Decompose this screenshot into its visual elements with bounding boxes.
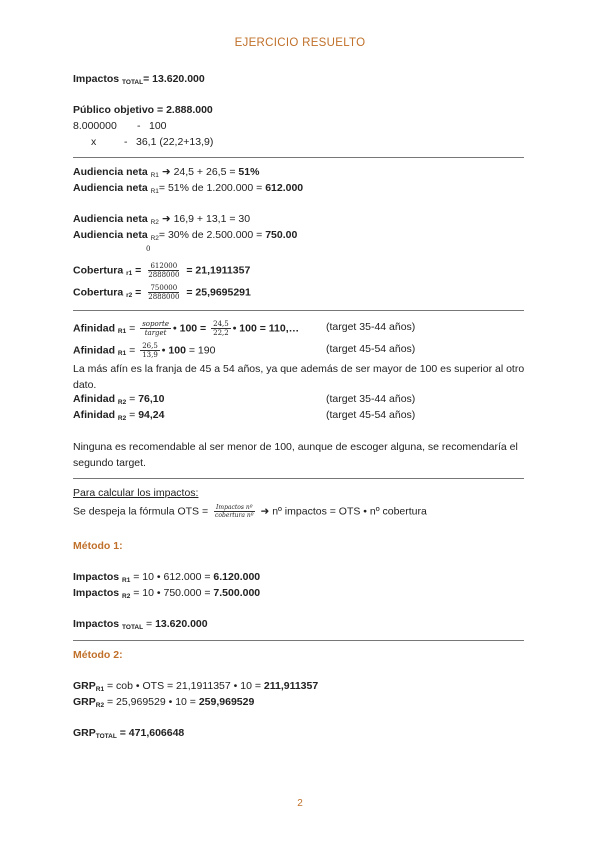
fraction-numerator: soporte bbox=[142, 320, 170, 328]
metodo1-r2-line bbox=[73, 586, 260, 602]
impactos-label: Impactos bbox=[73, 587, 120, 599]
afinidad-value: 94,24 bbox=[138, 409, 165, 421]
page-title: EJERCICIO RESUELTO bbox=[234, 37, 366, 49]
audiencia-label: Audiencia neta bbox=[73, 213, 148, 225]
impactos-sub: R2 bbox=[122, 593, 131, 600]
audiencia-r2-line1 bbox=[73, 212, 250, 228]
divider bbox=[73, 310, 524, 311]
cobertura-fraction bbox=[146, 262, 181, 279]
impactos-expr: = 10 • 612.000 = bbox=[130, 571, 214, 583]
impactos-label: Impactos bbox=[73, 618, 120, 630]
calculo-text-a: Se despeja la fórmula OTS = bbox=[73, 505, 212, 518]
afinidad-sub: R2 bbox=[117, 399, 127, 406]
afinidad-fraction bbox=[140, 320, 171, 337]
afinidad-result: 110,… bbox=[268, 322, 300, 335]
publico-label: Público objetivo = bbox=[73, 104, 167, 116]
calculo-heading: Para calcular los impactos: bbox=[73, 487, 199, 499]
publico-l2b: - bbox=[124, 136, 128, 148]
audiencia-expr: 24,5 + 26,5 = bbox=[173, 166, 239, 178]
afinidad-r2b-line: Afinidad R2 = 94,24 bbox=[73, 409, 165, 422]
arrow-icon: ➜ bbox=[161, 166, 171, 178]
arrow-icon: ➜ bbox=[161, 213, 171, 225]
publico-l2c: 36,1 (22,2+13,9) bbox=[136, 136, 214, 148]
afinidad-sub: R1 bbox=[117, 350, 127, 358]
impactos-total-top-line bbox=[73, 72, 205, 88]
afinidad-r2a-line: Afinidad R2 = 76,10 bbox=[73, 393, 165, 406]
metodo2-r1-line bbox=[73, 679, 318, 695]
publico-rule-line1 bbox=[73, 119, 167, 133]
afinidad-paragraph: La más afín es la franja de 45 a 54 años, ya que además de ser mayor de 100 es superior al otro dato. bbox=[73, 363, 525, 391]
grp-label: GRP bbox=[73, 727, 96, 739]
afinidad-label: Afinidad bbox=[73, 322, 115, 335]
cobertura-sub: r1 bbox=[126, 270, 133, 278]
afinidad-r1-formula2: Afinidad R1 = $\frac{26,5}{13,9}$ • 100 = 190 bbox=[73, 342, 216, 359]
target-label: (target 35-44 años) bbox=[326, 393, 416, 405]
fraction-numerator: 612000 bbox=[150, 262, 178, 270]
afinidad-sub: R2 bbox=[117, 415, 127, 422]
fraction-denominator: 2888000 bbox=[148, 271, 180, 279]
audiencia-r1-line1 bbox=[73, 165, 259, 181]
conclusion-paragraph: Ninguna es recomendable al ser menor de 100, aunque de escoger alguna, se recomendaría el segundo target. bbox=[73, 441, 518, 469]
impactos-value: 13.620.000 bbox=[155, 618, 208, 630]
target-label: (target 45-54 años) bbox=[326, 343, 416, 355]
metodo2-r2-line bbox=[73, 695, 254, 711]
fraction-numerator: Impactos nº bbox=[216, 504, 253, 511]
impactos-value: 6.120.000 bbox=[213, 571, 261, 583]
grp-value: 471,606648 bbox=[128, 727, 185, 739]
impactos-value: 7.500.000 bbox=[213, 587, 261, 599]
cobertura-r2-line: Cobertura r2 = $\frac{750000}{2888000}$ = 25,9695291 bbox=[73, 284, 251, 301]
audiencia-label: Audiencia neta bbox=[73, 229, 148, 241]
audiencia-sub: R2 bbox=[150, 235, 159, 242]
target-label: (target 45-54 años) bbox=[326, 409, 416, 421]
target-label: (target 35-44 años) bbox=[326, 321, 416, 333]
audiencia-value: 612.000 bbox=[265, 182, 304, 194]
calculo-text-b: ➜ nº impactos = OTS • nº cobertura bbox=[260, 505, 427, 518]
cobertura-r1-line: Cobertura r1 = $\frac{612000}{2888000}$ = 21,1911357 bbox=[73, 262, 251, 279]
fraction-numerator: 750000 bbox=[150, 284, 178, 292]
metodo1-total-line bbox=[73, 617, 208, 633]
cobertura-value: 25,9695291 bbox=[195, 286, 251, 299]
impactos-expr: = bbox=[143, 618, 156, 630]
metodo1-title: Método 1: bbox=[73, 540, 123, 552]
stray-zero: 0 bbox=[146, 245, 151, 253]
audiencia-r1-line2 bbox=[73, 181, 303, 197]
audiencia-sub: R1 bbox=[150, 188, 159, 195]
afinidad-fraction bbox=[211, 320, 231, 337]
audiencia-expr: = 30% de 2.500.000 = bbox=[158, 229, 266, 241]
afinidad-fraction bbox=[140, 342, 160, 359]
fraction-denominator: 2888000 bbox=[148, 293, 180, 301]
impactos-expr: = 10 • 750.000 = bbox=[130, 587, 214, 599]
audiencia-value: 51% bbox=[238, 166, 260, 178]
calculo-formula bbox=[73, 504, 427, 519]
impactos-eq: = bbox=[143, 73, 150, 85]
impactos-sub: R1 bbox=[122, 577, 131, 584]
grp-expr: = 25,969529 • 10 = bbox=[104, 696, 199, 708]
afinidad-value: 76,10 bbox=[138, 393, 165, 405]
divider bbox=[73, 478, 524, 479]
afinidad-label: Afinidad bbox=[73, 409, 115, 421]
publico-l1a: 8.000000 bbox=[73, 120, 117, 132]
audiencia-expr: = 51% de 1.200.000 = bbox=[158, 182, 266, 194]
divider bbox=[73, 157, 524, 158]
grp-expr: = bbox=[116, 727, 129, 739]
audiencia-sub: R1 bbox=[150, 172, 159, 179]
cobertura-label: Cobertura bbox=[73, 264, 124, 277]
audiencia-value: 750.00 bbox=[265, 229, 298, 241]
afinidad-result: = 190 bbox=[185, 344, 216, 357]
afinidad-sub: R1 bbox=[117, 328, 127, 336]
grp-expr: = cob • OTS = 21,1911357 • 10 = bbox=[104, 680, 264, 692]
impactos-sub: TOTAL bbox=[122, 79, 144, 86]
impactos-value: 13.620.000 bbox=[152, 73, 205, 85]
audiencia-expr: 16,9 + 13,1 = 30 bbox=[173, 213, 251, 225]
afinidad-end: • 100 bbox=[161, 344, 186, 357]
publico-l1c: 100 bbox=[149, 120, 167, 132]
fraction-denominator: target bbox=[144, 329, 167, 337]
impactos-label: Impactos bbox=[73, 571, 120, 583]
fraction-denominator: cobertura nº bbox=[215, 512, 254, 519]
ots-fraction bbox=[213, 504, 256, 519]
metodo2-title: Método 2: bbox=[73, 649, 123, 661]
afinidad-end: • 100 = bbox=[232, 322, 269, 335]
fraction-denominator: 22,2 bbox=[213, 329, 229, 337]
impactos-label: Impactos bbox=[73, 73, 120, 85]
afinidad-label: Afinidad bbox=[73, 393, 115, 405]
audiencia-label: Audiencia neta bbox=[73, 182, 148, 194]
audiencia-label: Audiencia neta bbox=[73, 166, 148, 178]
afinidad-r1-formula: Afinidad R1 = $\frac{\text{soporte}}{\text{target}}$ • 100 = $\frac{24,5}{22,2}$ • 100 = 110,… bbox=[73, 320, 300, 337]
grp-value: 259,969529 bbox=[198, 696, 255, 708]
fraction-numerator: 24,5 bbox=[213, 320, 229, 328]
cobertura-label: Cobertura bbox=[73, 286, 124, 299]
audiencia-sub: R2 bbox=[150, 219, 159, 226]
publico-l1b: - bbox=[137, 120, 141, 132]
audiencia-r2-line2 bbox=[73, 228, 297, 244]
grp-label: GRP bbox=[73, 696, 96, 708]
afinidad-mid: • 100 = bbox=[173, 322, 207, 335]
fraction-denominator: 13,9 bbox=[142, 351, 158, 359]
afinidad-label: Afinidad bbox=[73, 344, 115, 357]
page-number: 2 bbox=[297, 798, 303, 809]
cobertura-fraction bbox=[146, 284, 181, 301]
metodo1-r1-line bbox=[73, 570, 260, 586]
publico-objetivo-line bbox=[73, 103, 213, 117]
grp-label: GRP bbox=[73, 680, 96, 692]
grp-sub: TOTAL bbox=[95, 733, 117, 740]
metodo2-total-line bbox=[73, 726, 184, 742]
cobertura-sub: r2 bbox=[126, 292, 133, 300]
publico-rule-line2 bbox=[91, 135, 213, 149]
grp-sub: R2 bbox=[95, 702, 105, 709]
publico-l2a: x bbox=[91, 136, 97, 148]
grp-value: 211,911357 bbox=[263, 680, 319, 692]
divider bbox=[73, 640, 524, 641]
publico-value: 2.888.000 bbox=[166, 104, 213, 116]
grp-sub: R1 bbox=[95, 686, 105, 693]
fraction-numerator: 26,5 bbox=[142, 342, 158, 350]
cobertura-value: 21,1911357 bbox=[195, 264, 251, 277]
impactos-sub: TOTAL bbox=[122, 624, 144, 631]
